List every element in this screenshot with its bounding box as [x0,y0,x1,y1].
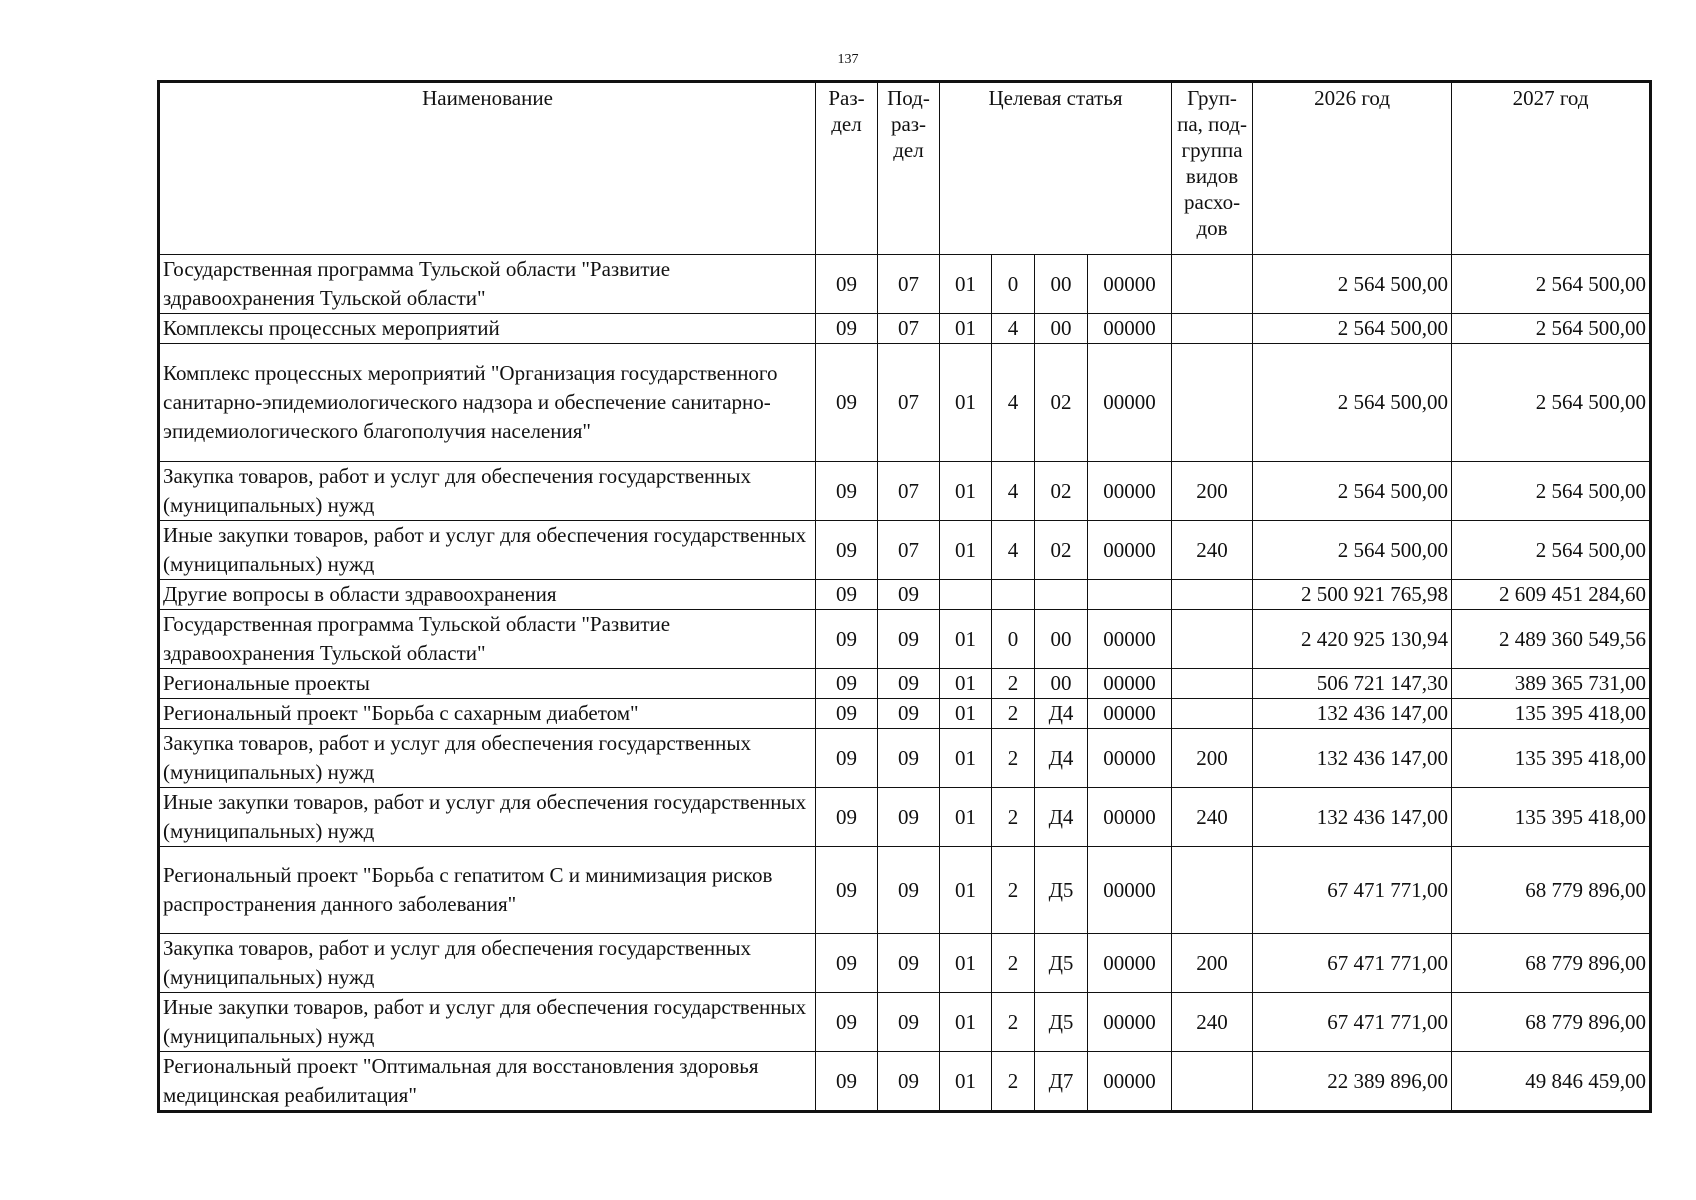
cell-expense-group [1172,314,1253,344]
cell-target-program: 01 [940,255,992,314]
cell-target-direction: 00000 [1088,521,1172,580]
table-row [159,314,1651,344]
table-row [159,255,1651,314]
header-year-2027: 2027 год [1452,82,1651,255]
cell-expense-group [1172,580,1253,610]
cell-amount-2027: 2 564 500,00 [1452,344,1651,462]
cell-amount-2026: 132 436 147,00 [1253,729,1452,788]
cell-target-direction: 00000 [1088,255,1172,314]
table-row [159,462,1651,521]
table-row [159,729,1651,788]
cell-target-type: 4 [992,462,1035,521]
cell-amount-2027: 135 395 418,00 [1452,788,1651,847]
cell-target-direction: 00000 [1088,669,1172,699]
cell-target-direction: 00000 [1088,462,1172,521]
cell-amount-2027: 49 846 459,00 [1452,1052,1651,1112]
cell-target-direction: 00000 [1088,934,1172,993]
cell-target-item: Д7 [1035,1052,1088,1112]
cell-expense-group: 240 [1172,788,1253,847]
header-row [159,82,1651,255]
cell-target-direction [1088,580,1172,610]
cell-target-program: 01 [940,669,992,699]
cell-target-direction: 00000 [1088,993,1172,1052]
cell-amount-2026: 67 471 771,00 [1253,934,1452,993]
cell-expense-group: 200 [1172,934,1253,993]
cell-expense-group [1172,669,1253,699]
header-target-article: Целевая статья [940,82,1172,255]
cell-amount-2026: 2 564 500,00 [1253,314,1452,344]
cell-amount-2027: 2 564 500,00 [1452,314,1651,344]
cell-target-direction: 00000 [1088,314,1172,344]
page-number: 137 [837,52,859,67]
header-podrazdel: Под- раз- дел [878,82,940,255]
cell-name: Иные закупки товаров, работ и услуг для обеспечения государственных (муниципальных) нужд [159,993,816,1052]
cell-podrazdel: 07 [878,344,940,462]
cell-target-type: 2 [992,699,1035,729]
table-row [159,934,1651,993]
header-expense-group: Груп- па, под- группа видов расхо- дов [1172,82,1253,255]
cell-target-program: 01 [940,521,992,580]
cell-razdel: 09 [816,699,878,729]
cell-amount-2027: 389 365 731,00 [1452,669,1651,699]
cell-podrazdel: 09 [878,580,940,610]
cell-amount-2027: 68 779 896,00 [1452,847,1651,934]
cell-expense-group [1172,255,1253,314]
cell-amount-2026: 2 500 921 765,98 [1253,580,1452,610]
cell-expense-group [1172,1052,1253,1112]
table-row [159,993,1651,1052]
cell-expense-group [1172,699,1253,729]
cell-target-direction: 00000 [1088,847,1172,934]
cell-target-direction: 00000 [1088,344,1172,462]
cell-target-type: 0 [992,610,1035,669]
cell-target-direction: 00000 [1088,1052,1172,1112]
cell-podrazdel: 09 [878,847,940,934]
cell-target-item: Д5 [1035,993,1088,1052]
cell-target-type: 0 [992,255,1035,314]
cell-target-type: 2 [992,1052,1035,1112]
cell-razdel: 09 [816,580,878,610]
cell-podrazdel: 09 [878,610,940,669]
cell-name: Закупка товаров, работ и услуг для обеспечения государственных (муниципальных) нужд [159,729,816,788]
cell-amount-2026: 67 471 771,00 [1253,993,1452,1052]
table-row [159,580,1651,610]
cell-target-direction: 00000 [1088,610,1172,669]
cell-expense-group [1172,847,1253,934]
budget-table [157,80,1652,1113]
cell-target-type: 4 [992,314,1035,344]
cell-amount-2027: 2 489 360 549,56 [1452,610,1651,669]
cell-target-item: Д5 [1035,934,1088,993]
cell-target-type: 4 [992,344,1035,462]
cell-name: Комплекс процессных мероприятий "Организация государственного санитарно-эпидемиологического надзора и обеспечение санитарно-эпидемиологического благополучия населения" [159,344,816,462]
cell-razdel: 09 [816,610,878,669]
cell-target-program: 01 [940,314,992,344]
cell-target-item: 00 [1035,669,1088,699]
cell-target-type: 4 [992,521,1035,580]
cell-target-program: 01 [940,729,992,788]
cell-amount-2026: 67 471 771,00 [1253,847,1452,934]
cell-target-item: 02 [1035,344,1088,462]
cell-razdel: 09 [816,521,878,580]
cell-podrazdel: 09 [878,934,940,993]
cell-target-program [940,580,992,610]
table-row [159,1052,1651,1112]
cell-expense-group: 200 [1172,729,1253,788]
cell-name: Региональные проекты [159,669,816,699]
cell-target-type [992,580,1035,610]
table-row [159,344,1651,462]
cell-amount-2026: 2 420 925 130,94 [1253,610,1452,669]
cell-target-item: 00 [1035,610,1088,669]
cell-target-type: 2 [992,847,1035,934]
cell-name: Закупка товаров, работ и услуг для обеспечения государственных (муниципальных) нужд [159,934,816,993]
cell-amount-2026: 22 389 896,00 [1253,1052,1452,1112]
table-row [159,610,1651,669]
cell-target-program: 01 [940,699,992,729]
cell-razdel: 09 [816,314,878,344]
cell-amount-2027: 2 564 500,00 [1452,521,1651,580]
cell-podrazdel: 09 [878,788,940,847]
cell-podrazdel: 09 [878,669,940,699]
cell-razdel: 09 [816,462,878,521]
cell-podrazdel: 09 [878,699,940,729]
cell-razdel: 09 [816,934,878,993]
cell-amount-2026: 2 564 500,00 [1253,521,1452,580]
cell-podrazdel: 07 [878,462,940,521]
cell-target-item: 02 [1035,462,1088,521]
cell-expense-group [1172,610,1253,669]
header-year-2026: 2026 год [1253,82,1452,255]
cell-target-item: Д4 [1035,788,1088,847]
cell-amount-2027: 68 779 896,00 [1452,934,1651,993]
table-row [159,788,1651,847]
cell-name: Региональный проект "Оптимальная для восстановления здоровья медицинская реабилитация" [159,1052,816,1112]
cell-razdel: 09 [816,344,878,462]
cell-name: Государственная программа Тульской области "Развитие здравоохранения Тульской области" [159,255,816,314]
cell-name: Иные закупки товаров, работ и услуг для обеспечения государственных (муниципальных) нужд [159,521,816,580]
cell-target-program: 01 [940,1052,992,1112]
cell-amount-2026: 132 436 147,00 [1253,699,1452,729]
table-row [159,847,1651,934]
cell-target-item: Д4 [1035,699,1088,729]
cell-target-type: 2 [992,788,1035,847]
cell-target-item [1035,580,1088,610]
cell-target-type: 2 [992,934,1035,993]
cell-target-item: 02 [1035,521,1088,580]
cell-amount-2027: 135 395 418,00 [1452,729,1651,788]
cell-target-program: 01 [940,610,992,669]
cell-name: Закупка товаров, работ и услуг для обеспечения государственных (муниципальных) нужд [159,462,816,521]
cell-razdel: 09 [816,847,878,934]
cell-target-program: 01 [940,847,992,934]
cell-target-item: 00 [1035,314,1088,344]
cell-razdel: 09 [816,993,878,1052]
cell-name: Региональный проект "Борьба с гепатитом С и минимизация рисков распространения данного заболевания" [159,847,816,934]
cell-podrazdel: 09 [878,993,940,1052]
cell-podrazdel: 07 [878,255,940,314]
cell-razdel: 09 [816,1052,878,1112]
cell-podrazdel: 09 [878,1052,940,1112]
cell-amount-2027: 135 395 418,00 [1452,699,1651,729]
cell-razdel: 09 [816,788,878,847]
cell-amount-2026: 2 564 500,00 [1253,344,1452,462]
cell-target-type: 2 [992,669,1035,699]
cell-expense-group: 240 [1172,521,1253,580]
cell-expense-group [1172,344,1253,462]
header-name: Наименование [159,82,816,255]
cell-name: Государственная программа Тульской области "Развитие здравоохранения Тульской области" [159,610,816,669]
cell-name: Комплексы процессных мероприятий [159,314,816,344]
header-razdel: Раз- дел [816,82,878,255]
cell-name: Региональный проект "Борьба с сахарным диабетом" [159,699,816,729]
cell-target-direction: 00000 [1088,788,1172,847]
cell-target-program: 01 [940,993,992,1052]
cell-target-program: 01 [940,934,992,993]
cell-target-program: 01 [940,462,992,521]
cell-target-direction: 00000 [1088,699,1172,729]
cell-amount-2027: 2 609 451 284,60 [1452,580,1651,610]
cell-razdel: 09 [816,729,878,788]
cell-amount-2027: 2 564 500,00 [1452,462,1651,521]
cell-amount-2026: 2 564 500,00 [1253,462,1452,521]
cell-target-program: 01 [940,344,992,462]
cell-target-item: 00 [1035,255,1088,314]
cell-amount-2027: 2 564 500,00 [1452,255,1651,314]
cell-target-type: 2 [992,729,1035,788]
cell-target-program: 01 [940,788,992,847]
table-row [159,521,1651,580]
cell-razdel: 09 [816,255,878,314]
cell-podrazdel: 07 [878,314,940,344]
cell-name: Иные закупки товаров, работ и услуг для обеспечения государственных (муниципальных) нужд [159,788,816,847]
cell-amount-2026: 506 721 147,30 [1253,669,1452,699]
cell-target-type: 2 [992,993,1035,1052]
table-row [159,669,1651,699]
cell-name: Другие вопросы в области здравоохранения [159,580,816,610]
cell-amount-2027: 68 779 896,00 [1452,993,1651,1052]
cell-podrazdel: 07 [878,521,940,580]
cell-expense-group: 200 [1172,462,1253,521]
cell-target-item: Д4 [1035,729,1088,788]
cell-podrazdel: 09 [878,729,940,788]
cell-expense-group: 240 [1172,993,1253,1052]
cell-target-direction: 00000 [1088,729,1172,788]
cell-target-item: Д5 [1035,847,1088,934]
cell-amount-2026: 132 436 147,00 [1253,788,1452,847]
cell-razdel: 09 [816,669,878,699]
cell-amount-2026: 2 564 500,00 [1253,255,1452,314]
table-row [159,699,1651,729]
